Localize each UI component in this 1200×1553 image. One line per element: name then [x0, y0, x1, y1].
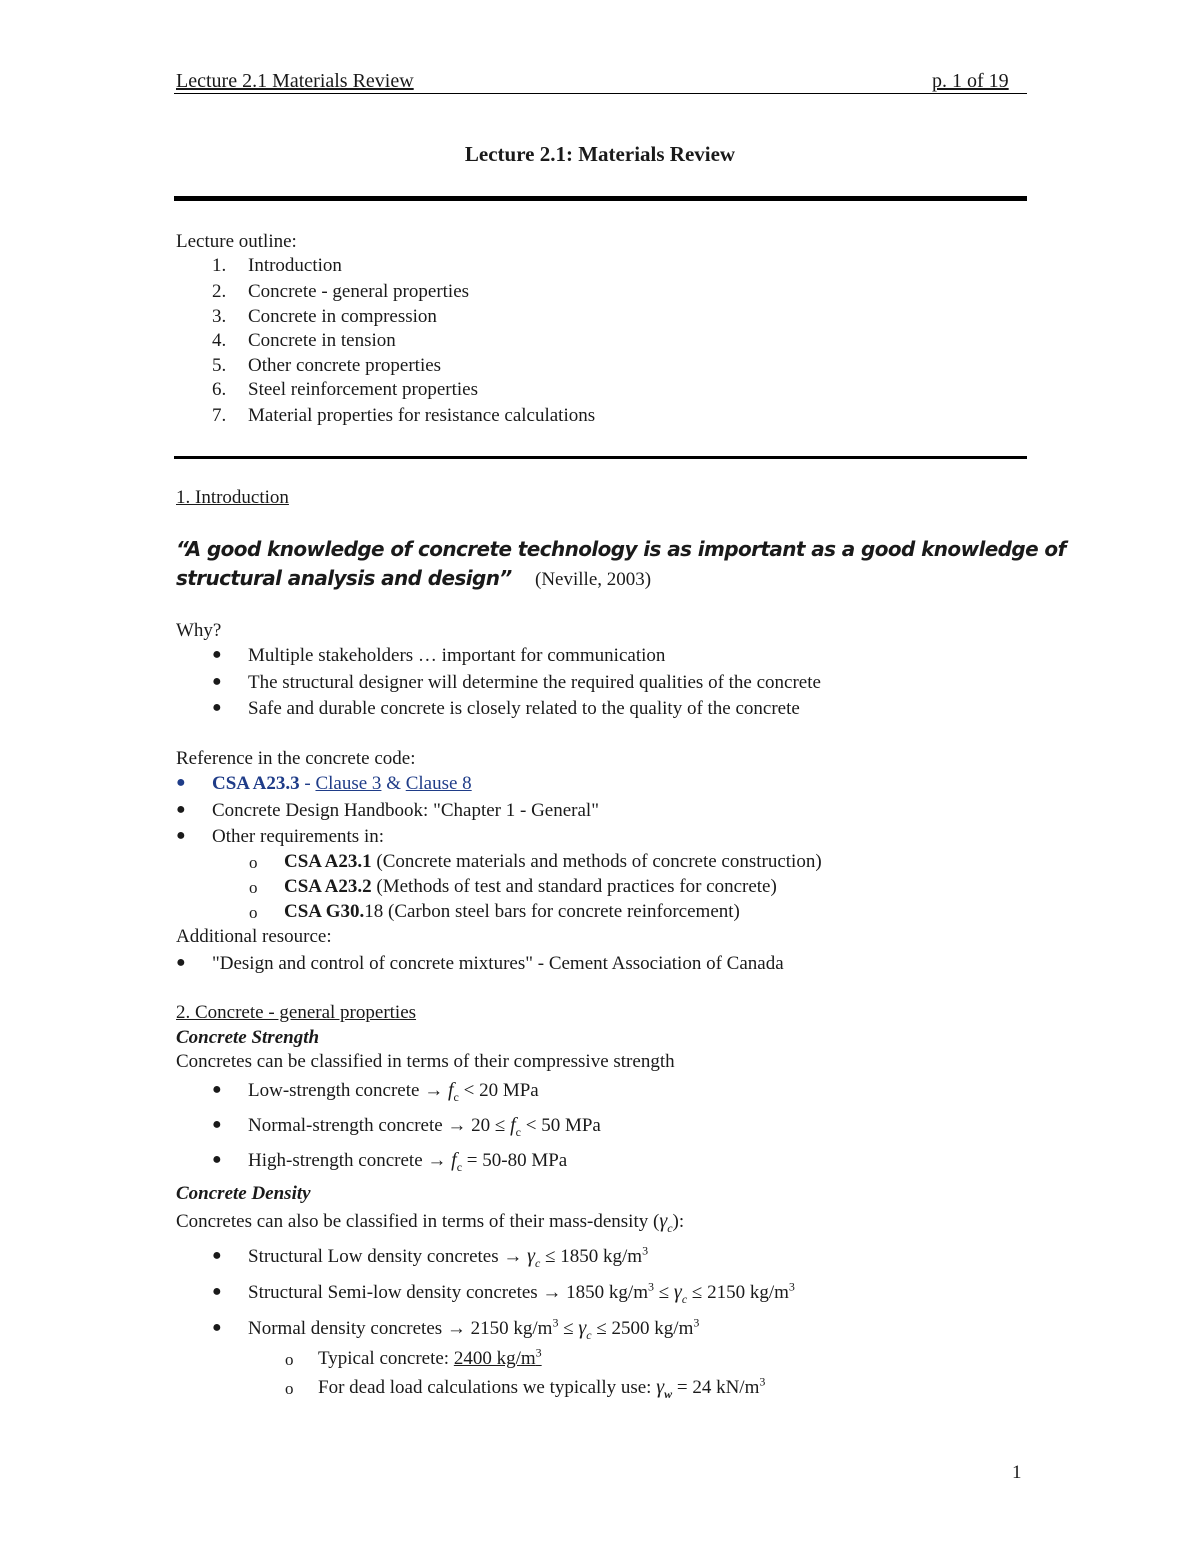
gamma-subscript: c — [667, 1220, 673, 1235]
circle-bullet-icon: o — [285, 1379, 294, 1398]
gamma-symbol: γ — [527, 1245, 536, 1267]
density-value: ≤ 1850 kg/m — [540, 1246, 643, 1267]
fc-subscript: c — [456, 1159, 463, 1174]
superscript: 3 — [693, 1315, 700, 1330]
strength-value: < 20 MPa — [458, 1080, 539, 1101]
clause-3-link[interactable]: Clause 3 — [315, 773, 382, 794]
typical-value — [453, 1345, 542, 1369]
outline-num: 6. — [212, 379, 227, 400]
why-item: The structural designer will determine the required qualities of the concrete — [248, 672, 821, 693]
dead-load-label: For dead load calculations we typically use: — [318, 1377, 657, 1398]
outline-num: 4. — [212, 330, 227, 351]
gamma-subscript: c — [586, 1327, 592, 1342]
strength-item — [248, 1079, 539, 1102]
density-leq: ≤ — [653, 1282, 674, 1303]
bullet-icon: ● — [212, 1081, 222, 1098]
superscript: 3 — [535, 1345, 542, 1360]
strength-value: < 50 MPa — [521, 1115, 601, 1136]
fc-symbol: f — [447, 1079, 454, 1101]
outline-item: Other concrete properties — [248, 355, 442, 376]
fc-symbol: f — [510, 1114, 516, 1136]
sub-ref-code: CSA A23.2 — [284, 876, 372, 897]
gamma-symbol: γ — [659, 1210, 668, 1232]
reference-heading: Reference in the concrete code: — [176, 748, 416, 769]
strength-intro: Concretes can be classified in terms of their compressive strength — [176, 1051, 675, 1072]
strength-text: Normal-strength concrete → 20 ≤ — [248, 1115, 511, 1136]
superscript: 3 — [647, 1279, 654, 1294]
dead-load — [318, 1376, 765, 1399]
superscript: 3 — [642, 1243, 649, 1258]
bullet-icon: ● — [212, 1116, 222, 1133]
why-item: Multiple stakeholders … important for communication — [248, 645, 666, 666]
typical-label: Typical concrete: — [318, 1348, 454, 1369]
header-title: Lecture 2.1 Materials Review — [176, 70, 414, 92]
additional-heading: Additional resource: — [176, 926, 332, 947]
outline-num: 7. — [212, 405, 227, 426]
csa-reference-line — [212, 773, 472, 795]
clause-8-link[interactable]: Clause 8 — [405, 773, 472, 794]
csa-a233-label: CSA A23.3 — [212, 773, 300, 794]
title-divider — [174, 196, 1027, 201]
section1-heading: 1. Introduction — [176, 487, 289, 508]
typical-concrete — [318, 1345, 542, 1370]
outline-item: Steel reinforcement properties — [248, 379, 479, 400]
gamma-subscript: w — [664, 1386, 673, 1401]
circle-bullet-icon: o — [285, 1350, 294, 1369]
ref-amp: & — [381, 773, 406, 794]
density-text: Normal density concretes → 2150 kg/m — [248, 1318, 553, 1339]
sub-reference — [284, 901, 740, 923]
outline-num: 5. — [212, 355, 227, 376]
superscript: 3 — [759, 1374, 766, 1389]
fc-subscript: c — [453, 1089, 459, 1104]
sub-ref-desc: (Methods of test and standard practices for concrete) — [371, 876, 777, 897]
dead-load-value: = 24 kN/m — [672, 1377, 760, 1398]
typical-number: 2400 kg/m — [453, 1348, 536, 1369]
density-heading: Concrete Density — [176, 1183, 311, 1204]
bullet-icon: ● — [176, 774, 186, 791]
sub-ref-desc: 18 (Carbon steel bars for concrete reinforcement) — [364, 901, 740, 922]
bullet-icon: ● — [212, 673, 222, 690]
circle-bullet-icon: o — [249, 903, 258, 922]
footer-page-number: 1 — [1012, 1462, 1022, 1483]
strength-item — [248, 1114, 601, 1137]
strength-text: High-strength concrete → — [248, 1150, 452, 1171]
bullet-icon: ● — [212, 1151, 222, 1168]
density-intro-end: ): — [672, 1211, 685, 1232]
fc-symbol: f — [451, 1149, 457, 1171]
outline-item: Introduction — [248, 255, 342, 276]
sub-reference — [284, 851, 822, 873]
quote-line-2: structural analysis and design” — [176, 566, 512, 590]
superscript: 3 — [552, 1315, 559, 1330]
sub-ref-code: CSA G30. — [284, 901, 365, 922]
outline-num: 1. — [212, 255, 227, 276]
quote-citation: (Neville, 2003) — [535, 569, 652, 590]
strength-text: Low-strength concrete → — [248, 1080, 448, 1101]
gamma-symbol: γ — [673, 1281, 682, 1303]
header-underline — [174, 93, 1027, 94]
additional-item: "Design and control of concrete mixtures" - Cement Association of Canada — [212, 953, 784, 974]
strength-value: = 50-80 MPa — [462, 1150, 568, 1171]
gamma-subscript: c — [681, 1291, 688, 1306]
page-title: Lecture 2.1: Materials Review — [464, 142, 736, 166]
outline-num: 3. — [212, 306, 227, 327]
outline-divider — [174, 456, 1027, 459]
bullet-icon: ● — [176, 827, 186, 844]
sub-ref-code: CSA A23.1 — [284, 851, 372, 872]
circle-bullet-icon: o — [249, 853, 258, 872]
superscript: 3 — [788, 1279, 795, 1294]
density-item — [248, 1281, 795, 1304]
outline-item: Material properties for resistance calculations — [248, 405, 596, 426]
ref-dash: - — [299, 773, 316, 794]
bullet-icon: ● — [212, 699, 222, 716]
why-heading: Why? — [176, 620, 222, 641]
density-text: Structural Low density concretes → — [248, 1246, 528, 1267]
other-requirements: Other requirements in: — [212, 826, 385, 847]
strength-heading: Concrete Strength — [176, 1027, 320, 1048]
density-text: Structural Semi-low density concretes → 1850 kg/m — [248, 1282, 648, 1303]
density-item — [248, 1317, 699, 1340]
bullet-icon: ● — [176, 954, 186, 971]
outline-item: Concrete in tension — [248, 330, 396, 351]
density-item — [248, 1245, 648, 1268]
circle-bullet-icon: o — [249, 878, 258, 897]
fc-subscript: c — [515, 1124, 521, 1139]
handbook-reference: Concrete Design Handbook: "Chapter 1 - General" — [212, 800, 599, 821]
gamma-symbol: γ — [656, 1376, 665, 1398]
density-value: ≤ 2500 kg/m — [591, 1318, 694, 1339]
outline-item: Concrete in compression — [248, 306, 437, 327]
section2-heading: 2. Concrete - general properties — [176, 1002, 417, 1023]
quote-line-1: “A good knowledge of concrete technology is as important as a good knowledge of — [176, 537, 1066, 561]
density-intro-text: Concretes can also be classified in terms of their mass-density ( — [176, 1211, 660, 1232]
bullet-icon: ● — [212, 646, 222, 663]
outline-num: 2. — [212, 281, 227, 302]
density-leq: ≤ — [558, 1318, 579, 1339]
outline-item: Concrete - general properties — [248, 281, 470, 302]
bullet-icon: ● — [176, 801, 186, 818]
sub-ref-desc: (Concrete materials and methods of concrete construction) — [371, 851, 822, 872]
sub-reference — [284, 876, 777, 898]
gamma-subscript: c — [535, 1255, 541, 1270]
strength-item — [248, 1149, 567, 1172]
gamma-symbol: γ — [578, 1317, 587, 1339]
bullet-icon: ● — [212, 1319, 222, 1336]
bullet-icon: ● — [212, 1247, 222, 1264]
bullet-icon: ● — [212, 1283, 222, 1300]
why-item: Safe and durable concrete is closely related to the quality of the concrete — [248, 698, 800, 719]
density-value: ≤ 2150 kg/m — [687, 1282, 789, 1303]
density-intro — [176, 1210, 684, 1233]
header-page: p. 1 of 19 — [932, 70, 1009, 92]
outline-heading: Lecture outline: — [176, 231, 297, 252]
